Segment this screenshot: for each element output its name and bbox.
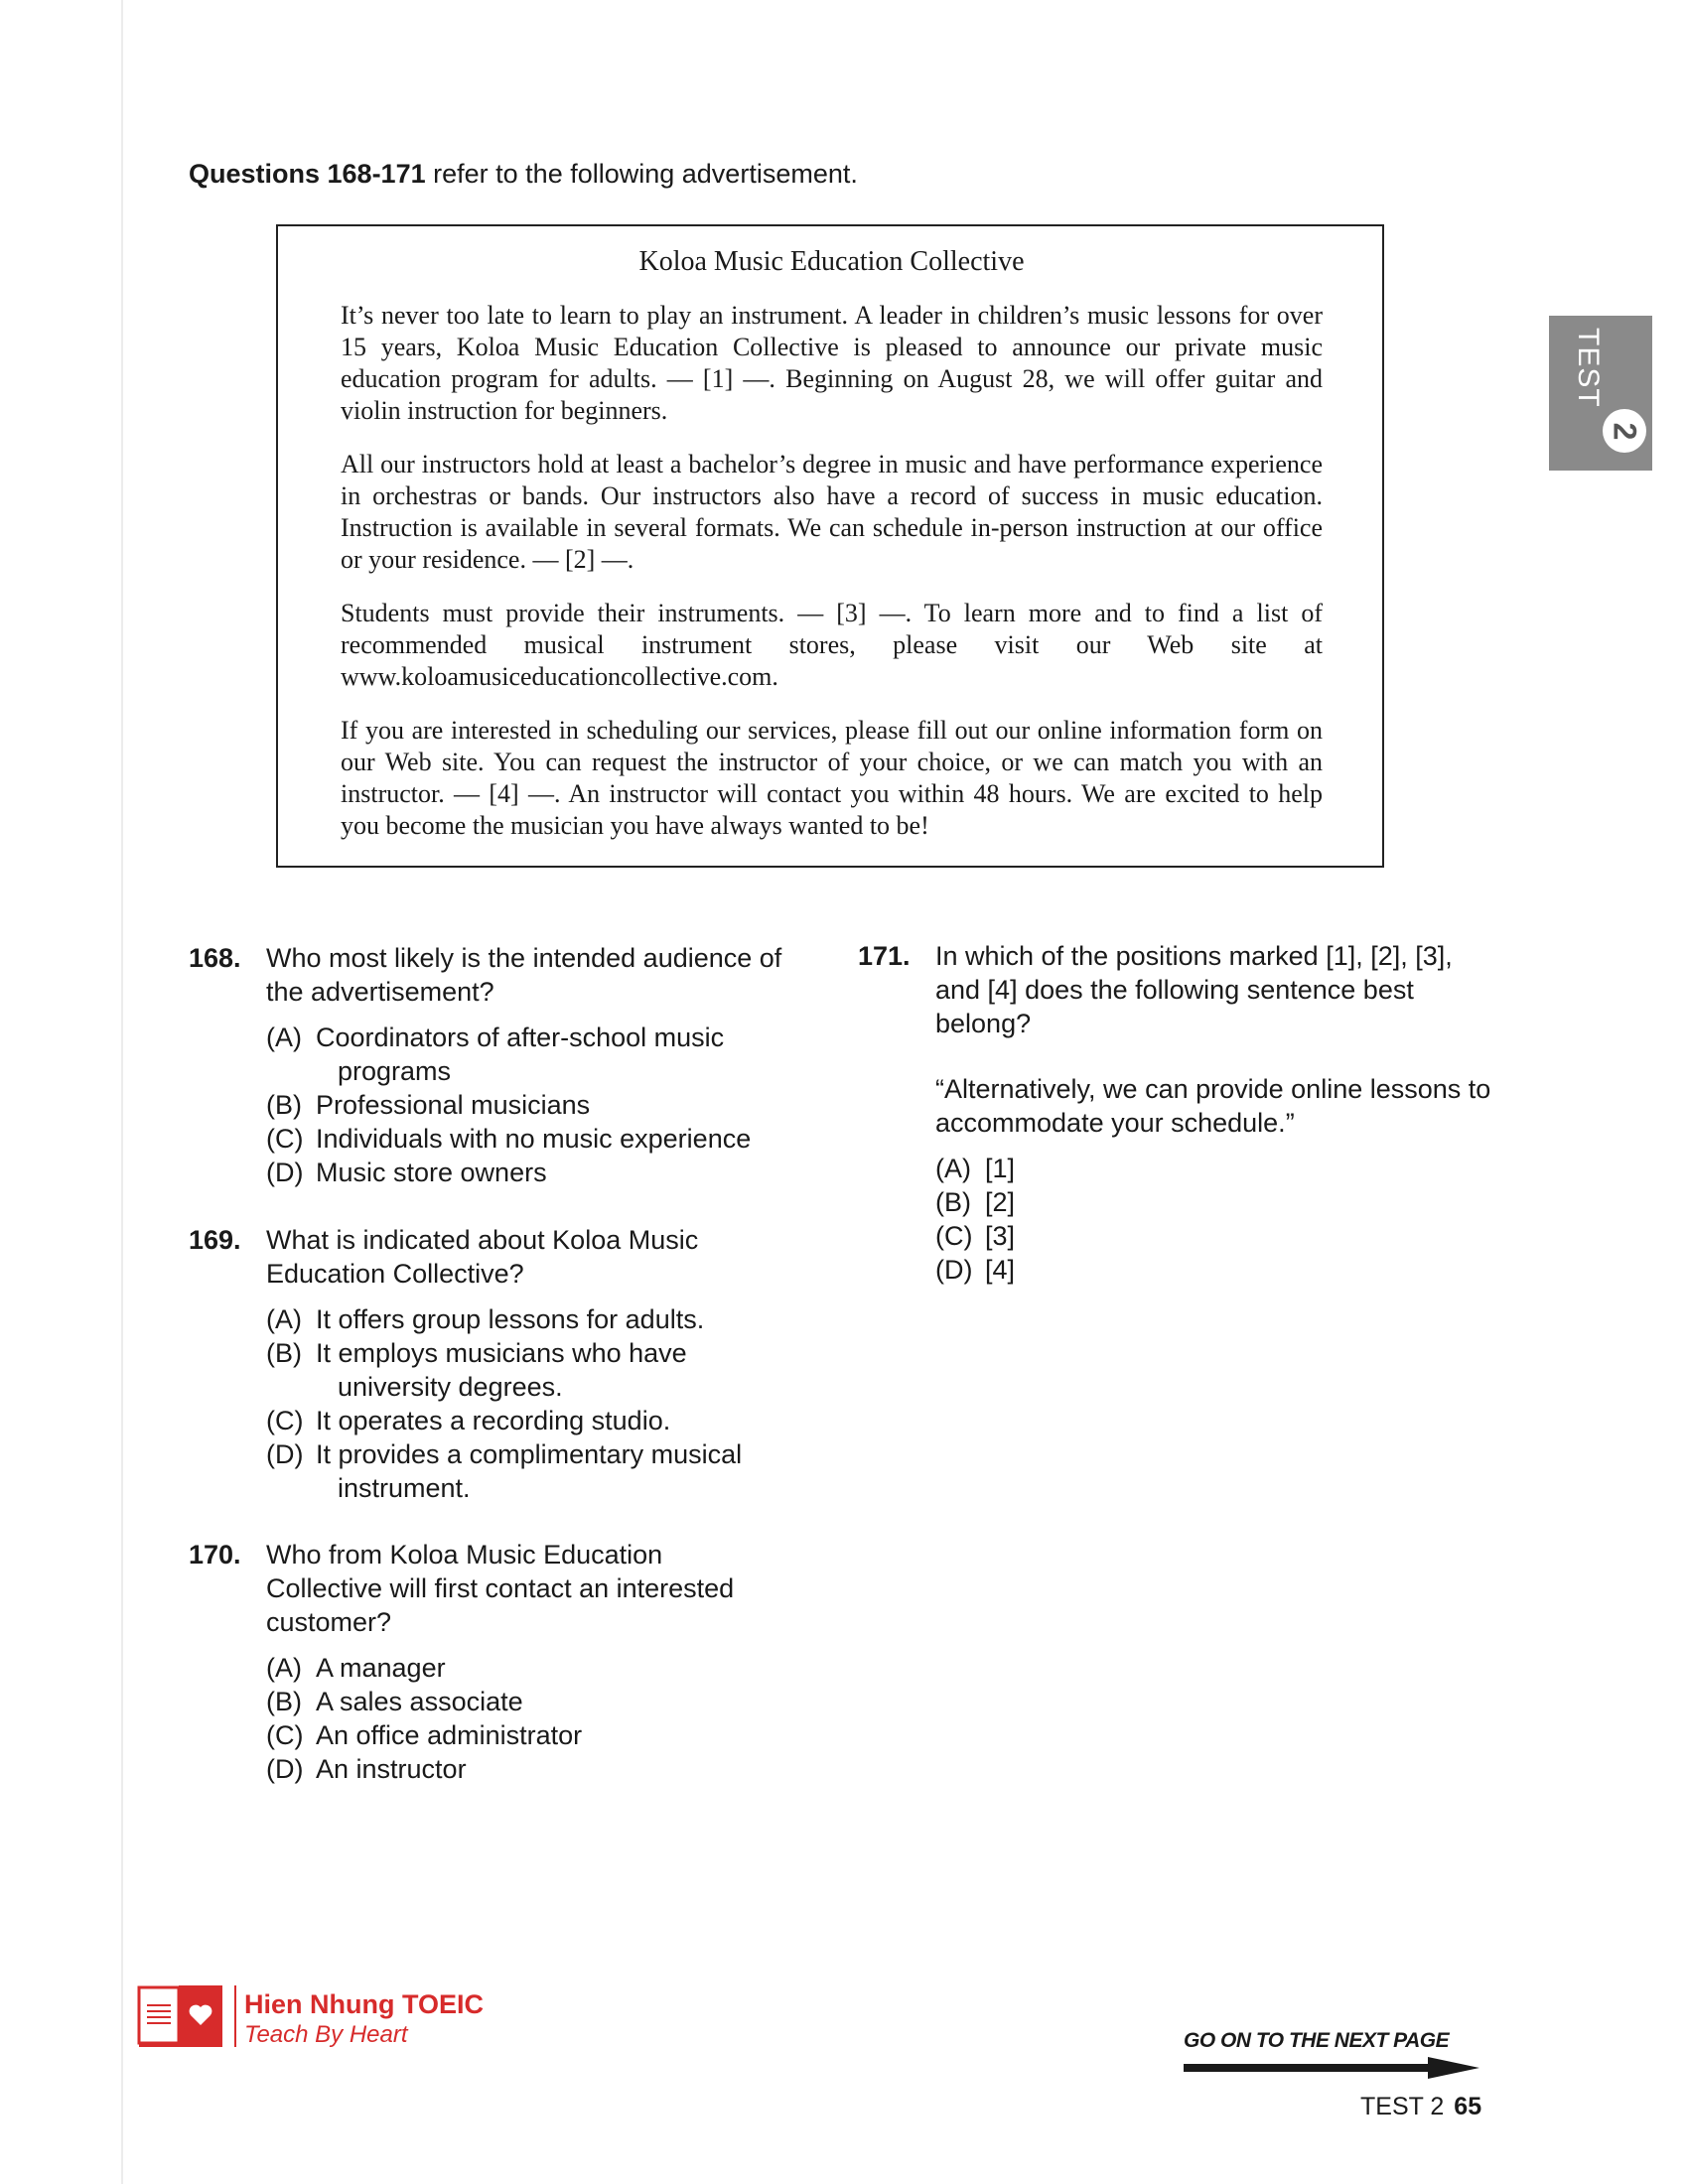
advertisement-paragraph: If you are interested in scheduling our services, please fill out our online information form on our Web site. You can request the instructor of your choice, or we can match you with an instructor. — [4] —. An instructor will contact you within 48 hours. We are excited to help you become the musician you have always wanted to be!	[341, 716, 1323, 840]
logo-divider	[234, 1985, 236, 2047]
insert-sentence-quote: “Alternatively, we can provide online lessons to accommodate your schedule.”	[935, 1074, 1491, 1138]
logo-subtitle: Teach By Heart	[244, 2021, 408, 2048]
question-number: 170.	[189, 1540, 241, 1570]
questions-intro	[189, 159, 858, 190]
answer-option[interactable]: (A) A manager	[266, 1653, 446, 1683]
question-text: In which of the positions marked [1], [2], [3], and [4] does the following sentence best belong?	[935, 941, 1453, 1038]
answer-option[interactable]: (D) Music store owners	[266, 1158, 547, 1187]
next-page-indicator	[1184, 2029, 1481, 2079]
question-text: Who most likely is the intended audience of the advertisement?	[266, 943, 782, 1007]
question-number: 168.	[189, 943, 241, 973]
question-text: Who from Koloa Music Education Collective will first contact an interested customer?	[266, 1540, 735, 1637]
answer-option[interactable]: (A) It offers group lessons for adults.	[266, 1304, 705, 1334]
page-edge	[121, 0, 123, 2184]
advertisement-paragraph: Students must provide their instruments. — [3] —. To learn more and to find a list of recommended musical instrument stores, please visit our Web site at www.koloamusiceducationcollective.com.	[341, 599, 1323, 691]
answer-option[interactable]: (D) [4]	[935, 1255, 1016, 1285]
question-170	[189, 1538, 784, 1786]
answer-options	[266, 1302, 784, 1505]
answer-option[interactable]: (C) Individuals with no music experience	[266, 1124, 752, 1154]
side-tab-label: TEST	[1572, 328, 1605, 408]
side-tab-number-badge	[1603, 409, 1646, 453]
question-168	[189, 941, 824, 1189]
page-number: 65	[1454, 2093, 1482, 2120]
advertisement-box	[276, 224, 1384, 868]
next-page-label: GO ON TO THE NEXT PAGE	[1184, 2029, 1450, 2052]
answer-option[interactable]: (C) [3]	[935, 1221, 1016, 1251]
question-number: 169.	[189, 1225, 241, 1255]
answer-option[interactable]: (D) It provides a complimentary musical instrument.	[266, 1439, 743, 1503]
answer-options	[935, 1152, 1493, 1287]
question-number: 171.	[858, 941, 911, 971]
answer-option[interactable]: (A) Coordinators of after-school music programs	[266, 1023, 725, 1086]
question-171	[858, 939, 1493, 1287]
advertisement-paragraph: It’s never too late to learn to play an instrument. A leader in children’s music lessons for over 15 years, Koloa Music Education Collective is pleased to announce our private music education program for adults. — [1] —. Beginning on August 28, we will offer guitar and violin instruction for beginners.	[341, 301, 1323, 425]
advertisement-paragraph: All our instructors hold at least a bachelor’s degree in music and have performance experience in orchestras or bands. Our instructors also have a record of success in music education. Instruction is available in several formats. We can schedule in-person instruction at our office or your residence. — [2] —.	[341, 450, 1323, 574]
answer-option[interactable]: (A) [1]	[935, 1154, 1016, 1183]
advertisement-title: Koloa Music Education Collective	[638, 246, 1025, 277]
question-169	[189, 1223, 784, 1505]
test-label: TEST 2	[1360, 2093, 1445, 2120]
answer-option[interactable]: (C) An office administrator	[266, 1720, 583, 1750]
answer-option[interactable]: (B) Professional musicians	[266, 1090, 591, 1120]
answer-option[interactable]: (B) It employs musicians who have university degrees.	[266, 1338, 687, 1402]
answer-option[interactable]: (B) [2]	[935, 1187, 1016, 1217]
brand-logo	[137, 1981, 534, 2051]
answer-options	[266, 1651, 784, 1786]
questions-range: Questions 168-171	[189, 159, 426, 189]
intro-text: refer to the following advertisement.	[433, 159, 858, 189]
side-tab-number: 2	[1607, 422, 1643, 440]
answer-options	[266, 1021, 824, 1189]
book-heart-icon	[137, 1981, 226, 2049]
answer-option[interactable]: (B) A sales associate	[266, 1687, 523, 1716]
arrow-right-icon	[1184, 2057, 1481, 2079]
page-footer-number	[1360, 2093, 1481, 2121]
question-text: What is indicated about Koloa Music Education Collective?	[266, 1225, 699, 1289]
answer-option[interactable]: (D) An instructor	[266, 1754, 467, 1784]
test-side-tab	[1549, 316, 1652, 471]
answer-option[interactable]: (C) It operates a recording studio.	[266, 1406, 671, 1435]
logo-title: Hien Nhung TOEIC	[244, 1989, 484, 2019]
